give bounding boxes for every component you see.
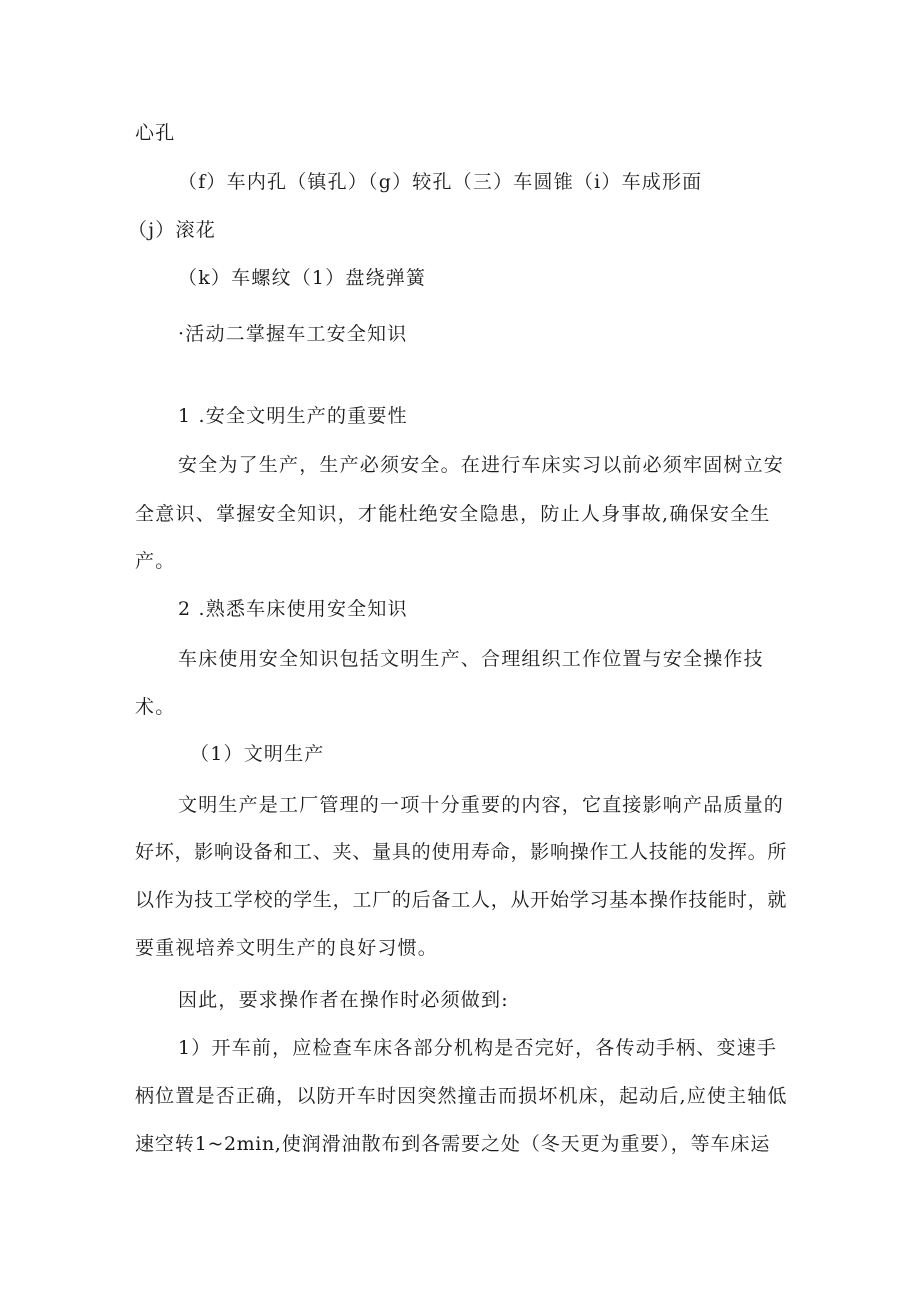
section-heading: ·活动二掌握车工安全知识 — [178, 323, 408, 345]
paragraph-line: 文明生产是工厂管理的一项十分重要的内容，它直接影响产品质量的 — [178, 794, 785, 816]
list-item-line: 1）开车前，应检查车床各部分机构是否完好，各传动手柄、变速手 — [178, 1037, 778, 1059]
text-line: （f）车内孔（镇孔）（g）较孔（三）车圆锥（i）车成形面 — [178, 171, 703, 193]
text-line: 心孔 — [135, 122, 176, 144]
paragraph-line: 以作为技工学校的学生，工厂的后备工人，从开始学习基本操作技能时，就 — [135, 889, 787, 911]
paragraph-line: 安全为了生产，生产必须安全。在进行车床实习以前必须牢固树立安 — [178, 454, 785, 476]
paragraph-line: 术。 — [135, 696, 176, 718]
list-item-line: 速空转1~2min,使润滑油散布到各需要之处（冬天更为重要），等车床运 — [135, 1133, 770, 1155]
list-item-line: 柄位置是否正确，以防开车时因突然撞击而损坏机床，起动后,应使主轴低 — [135, 1085, 787, 1107]
paragraph-line: 因此，要求操作者在操作时必须做到: — [178, 989, 509, 1011]
numbered-heading: 2 .熟悉车床使用安全知识 — [178, 598, 408, 620]
text-line: （k）车螺纹（1）盘绕弹簧 — [178, 267, 427, 289]
numbered-heading: 1 .安全文明生产的重要性 — [178, 405, 408, 427]
paragraph-line: 车床使用安全知识包括文明生产、合理组织工作位置与安全操作技 — [178, 648, 764, 670]
sub-heading: （1）文明生产 — [190, 743, 325, 765]
text-line: （j）滚花 — [128, 219, 216, 241]
paragraph-line: 产。 — [135, 550, 176, 572]
paragraph-line: 要重视培养文明生产的良好习惯。 — [135, 937, 439, 959]
paragraph-line: 全意识、掌握安全知识，才能杜绝安全隐患，防止人身事故,确保安全生 — [135, 503, 770, 525]
paragraph-line: 好坏，影响设备和工、夹、量具的使用寿命，影响操作工人技能的发挥。所 — [135, 841, 787, 863]
